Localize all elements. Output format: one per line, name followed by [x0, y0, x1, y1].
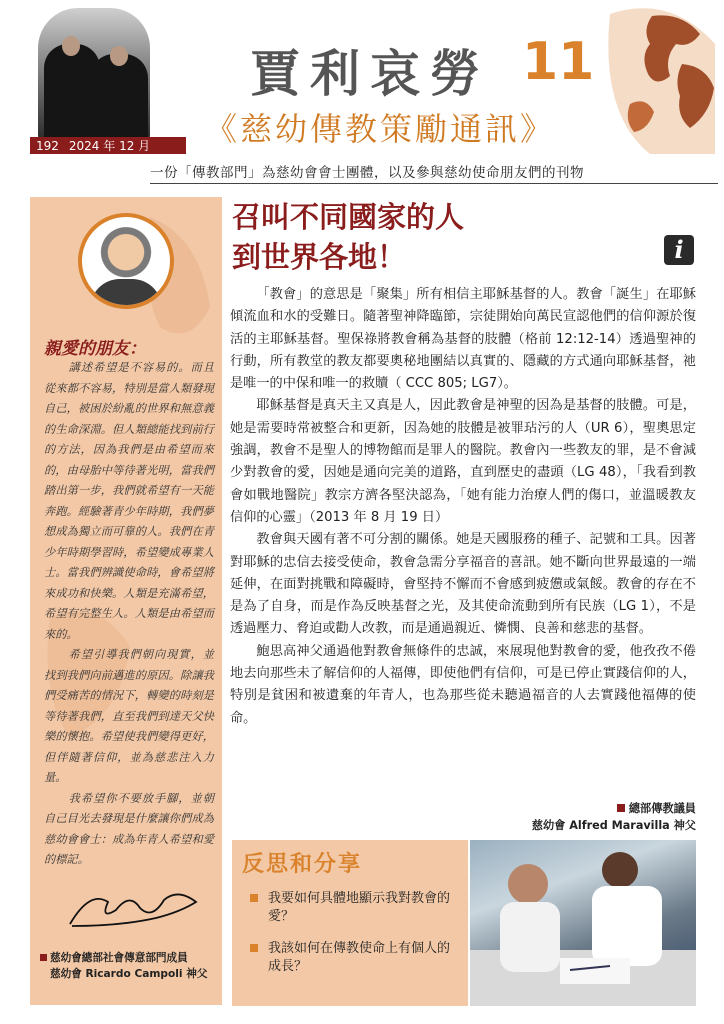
headline-line: 召叫不同國家的人	[232, 200, 465, 234]
headline-line: 到世界各地！	[232, 240, 407, 274]
author-role: 總部傳教議員	[628, 802, 696, 815]
bullet-square-icon	[617, 804, 625, 812]
article-paragraph: 「教會」的意思是「聚集」所有相信主耶穌基督的人。教會「誕生」在耶穌傾流血和水的受難日。隨著聖神降臨節，宗徒開始向萬民宣認他們的信仰源於復活的主耶穌基督。聖保祿將教會稱為基督的肢體（格前 12:12-14）透過聖神的行動，所有教堂的教友都要奧秘地團結以真實的、隱藏的方式通向耶穌基督，祂是唯一的中保和唯一的救贖（ CCC 805; LG7）。	[230, 287, 696, 392]
issue-number: 11	[522, 32, 595, 92]
students-photo-illustration	[470, 840, 696, 1006]
bullet-square-icon	[250, 944, 258, 952]
globe-graphic	[590, 4, 720, 154]
handwritten-signature	[60, 880, 210, 930]
issue-label: 192	[36, 138, 59, 153]
article-paragraph: 鮑思高神父通過他對教會無條件的忠誠，來展現他對教會的愛，他孜孜不倦地去向那些未了解信仰的人福傳，即使他們有信仰，可是已停止實踐信仰的人，特別是貧困和被遺棄的年青人，也為那些從未聽過福音的人去實踐他福傳的使命。	[230, 643, 696, 726]
author-portrait	[78, 213, 174, 309]
bullet-square-icon	[250, 894, 258, 902]
question-text: 我該如何在傳教使命上有個人的成長？	[268, 941, 451, 974]
letter-paragraph: 希望引導我們朝向現實，並找到我們向前邁進的原因。除讓我們受痛苦的情況下，轉變的時刻是等待著我們，直至我們到達天父快樂的懷抱。希望使我們變得更好，但伴隨著信仰，並為慈悲注入力量。	[44, 648, 214, 784]
tagline: 一份「傳教部門」為慈幼會會士團體，以及參與慈幼使命朋友們的刊物	[150, 165, 584, 181]
signoff-role: 慈幼會總部社會傳意部門成員	[50, 952, 188, 964]
author-name: 慈幼會 Alfred Maravilla 神父	[531, 819, 696, 832]
letter-paragraph: 我希望你不要放手腳，並朝自己目光去發現是什麼讓你們成為慈幼會會士：成為年青人希望和愛的標記。	[44, 791, 214, 866]
article-headline	[232, 197, 464, 277]
signoff-name: 慈幼會 Ricardo Campoli 神父	[50, 968, 208, 980]
issue-date: 2024 年 12 月	[68, 139, 151, 153]
issue-bar	[30, 137, 186, 154]
bullet-square-icon	[40, 954, 47, 961]
sidebar-signoff	[40, 950, 224, 982]
letter-body	[44, 358, 214, 871]
letter-paragraph: 講述希望是不容易的。而且從來都不容易，特別是當人類發現自己，被困於紛亂的世界和無意義的生命深淵。但人類總能找到前行的方法，因為我們是由希望而來的，由母胎中等待著光明，當我們踏出第一步，我們就希望有一天能奔跑。經驗著青少年時期，我們夢想成為獨立而可靠的人。我們在青少年時期學習時，希望變成專業人士。當我們辨識使命時，會希望將來成功和快樂。人類是充滿希望，希望有完整生人。人類是由希望而來的。	[44, 361, 214, 641]
letter-greeting: 親愛的朋友：	[44, 339, 146, 359]
article-author	[470, 800, 696, 834]
info-icon: i	[664, 235, 694, 265]
reflection-title: 反思和分享	[242, 852, 363, 877]
reflection-question	[268, 940, 458, 976]
masthead-title: 賈利哀勞	[250, 44, 490, 103]
article-paragraph: 教會與天國有著不可分割的關係。她是天國服務的種子、記號和工具。因著對耶穌的忠信去接受使命，教會急需分享福音的喜訊。她不斷向世界最遠的一端延伸，在面對挑戰和障礙時，會堅持不懈而不會感到疲憊或氣餒。教會的存在不是為了自身，而是作為反映基督之光，及其使命流動到所有民族（LG 1），不是透過壓力、脅迫或勸人改教，而是通過親近、憐憫、良善和慈悲的基督。	[230, 532, 696, 637]
students-photo	[470, 840, 696, 1006]
article-body	[230, 284, 696, 730]
question-text: 我要如何具體地顯示我對教會的愛？	[268, 891, 451, 924]
reflection-question	[268, 890, 458, 926]
newsletter-subtitle: 《慈幼傳教策勵通訊》	[205, 110, 556, 148]
founders-photo	[38, 8, 150, 140]
tagline-divider	[150, 183, 718, 184]
article-paragraph: 耶穌基督是真天主又真是人，因此教會是神聖的因為是基督的肢體。可是，她是需要時常被整合和更新，因為她的肢體是被罪玷污的人（UR 6），聖奧思定強調，教會不是聖人的博物館而是罪人的醫院。教會內一些教友的罪，是不會減少對教會的愛，因她是通向完美的道路，直到歷史的盡頭（LG 48），「我看到教會如戰地醫院」教宗方濟各堅決認為，「她有能力治療人們的傷口，並溫暖教友信仰的心靈」（2013 年 8 月 19 日）	[230, 398, 696, 525]
